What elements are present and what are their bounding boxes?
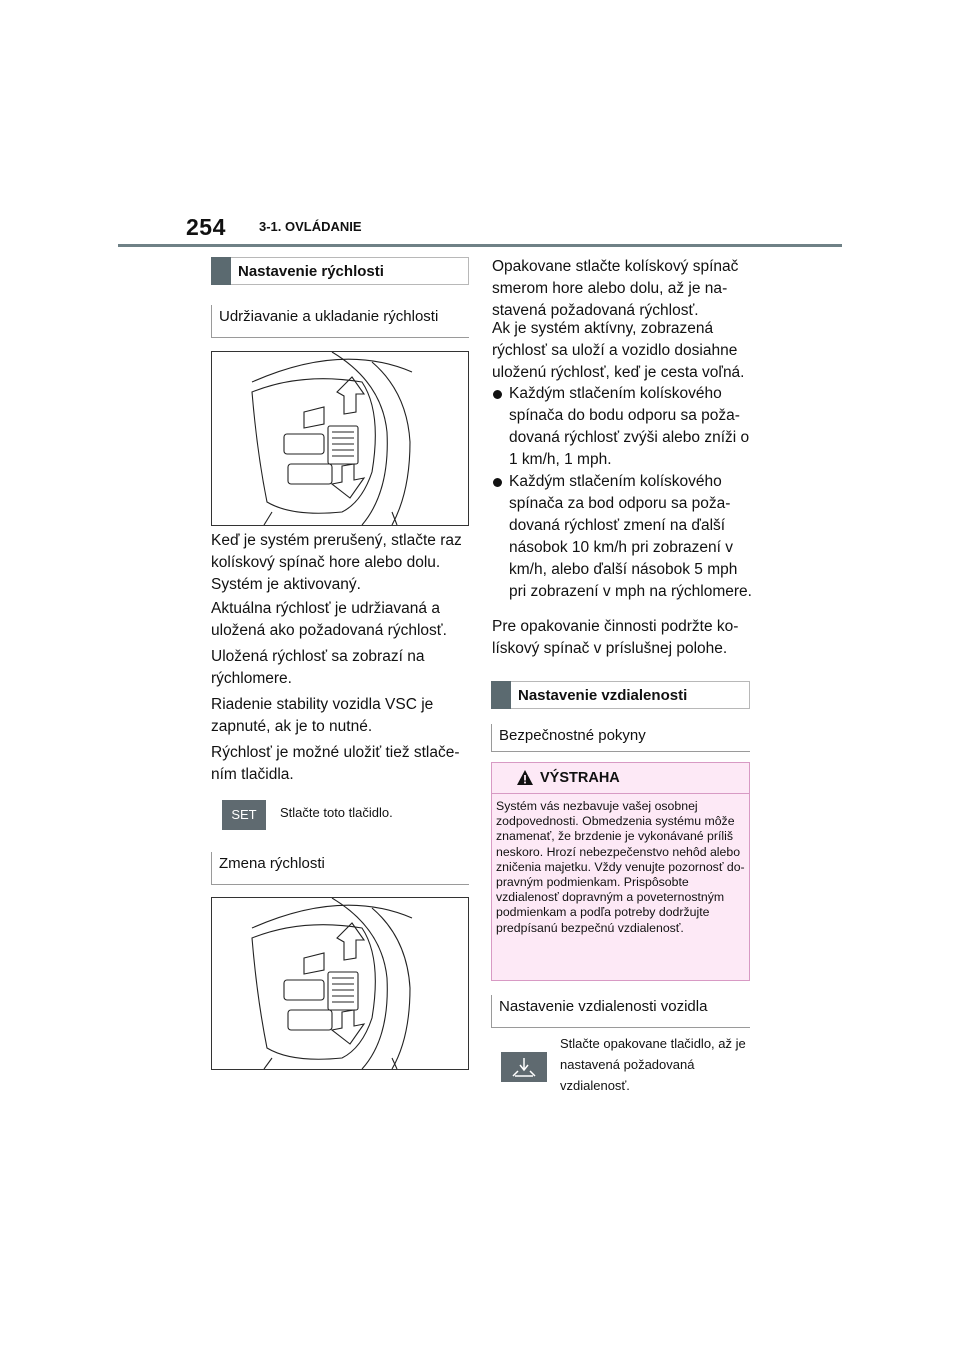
warning-text: Systém vás nezbavuje vašej osobnej zodpovednosti. Obmedzenia systému môže znamenať, že brzdenie je vykonávané príliš neskoro. Hrozí nebezpečenstvo nehôd alebo zničenia majetku. Vždy venujte pozornosť dopravným podmienkam. Prispôsobte vzdialenosť dopravným a poveternostným podmienkam a podľa potreby dodržujte predpísanú bezpečnú vzdialenosť.: [496, 799, 745, 935]
page-number: 254: [186, 214, 226, 240]
paragraph: Ak je systém aktívny, zobrazená rýchlosť sa uloží a vozidlo dosiahne uloženú rýchlosť, keď je cesta voľná.: [492, 320, 745, 381]
steering-switch-illustration-1: [211, 351, 469, 526]
warning-box: [491, 762, 750, 981]
paragraph: Opakovane stlačte kolískový spínač smerom hore alebo dolu, až je nastavená požadovaná rýchlosť.: [492, 258, 739, 319]
section-heading-label: Nastavenie vzdialenosti: [518, 687, 688, 704]
steering-switch-illustration-2: [211, 897, 469, 1070]
set-button-icon: SET: [222, 800, 266, 830]
warning-triangle-icon: [516, 769, 534, 787]
subheading-vehicle-distance: [491, 995, 750, 1028]
paragraph: Keď je systém prerušený, stlačte raz kolískový spínač hore alebo dolu. Systém je aktivovaný.: [211, 532, 462, 593]
warning-title: VÝSTRAHA: [540, 770, 620, 786]
subheading-label: Zmena rýchlosti: [219, 855, 325, 872]
warning-header: [492, 763, 749, 794]
distance-caption: Stlačte opakovane tlačidlo, až je nastavená požadovaná vzdialenosť.: [560, 1036, 746, 1093]
subheading-label: Bezpečnostné pokyny: [499, 727, 646, 744]
section-heading-distance: [491, 681, 750, 709]
header-divider: [118, 244, 842, 247]
section-heading-label: Nastavenie rýchlosti: [238, 263, 384, 280]
list-item: Každým stlačením kolískového spínača do bodu odporu sa požadovaná rýchlosť zvýši alebo zníži o 1 km/h, 1 mph.: [492, 383, 754, 471]
paragraph: Uložená rýchlosť sa zobrazí na rýchlomere.: [211, 648, 425, 687]
section-heading-speed: [211, 257, 469, 285]
bullet-list: [492, 383, 754, 603]
list-item: Každým stlačením kolískového spínača za bod odporu sa požadovaná rýchlosť zmení na ďalší násobok 10 km/h pri zobrazení v km/h, alebo ďalší násobok 5 mph pri zobrazení v mph na rýchlomere.: [492, 471, 754, 603]
set-caption: Stlačte toto tlačidlo.: [280, 805, 393, 820]
paragraph: Pre opakovanie činnosti podržte kolískový spínač v príslušnej polohe.: [492, 618, 739, 657]
subheading-safety: [491, 724, 750, 752]
subheading-label: Udržiavanie a ukladanie rýchlosti: [219, 308, 439, 325]
subheading-maintain-speed: [211, 305, 469, 338]
paragraph: Riadenie stability vozidla VSC je zapnuté, ak je to nutné.: [211, 696, 434, 735]
chapter-title: 3-1. OVLÁDANIE: [259, 219, 362, 234]
distance-icon: [501, 1052, 547, 1082]
distance-button-icon: [501, 1052, 547, 1082]
subheading-label: Nastavenie vzdialenosti vozidla: [499, 998, 708, 1015]
subheading-change-speed: [211, 852, 469, 885]
paragraph: Rýchlosť je možné uložiť tiež stlačením tlačidla.: [211, 744, 460, 783]
steering-wheel-switch-icon: [212, 898, 468, 1069]
steering-wheel-switch-icon: [212, 352, 468, 525]
paragraph: Aktuálna rýchlosť je udržiavaná a uložená ako požadovaná rýchlosť.: [211, 600, 447, 639]
